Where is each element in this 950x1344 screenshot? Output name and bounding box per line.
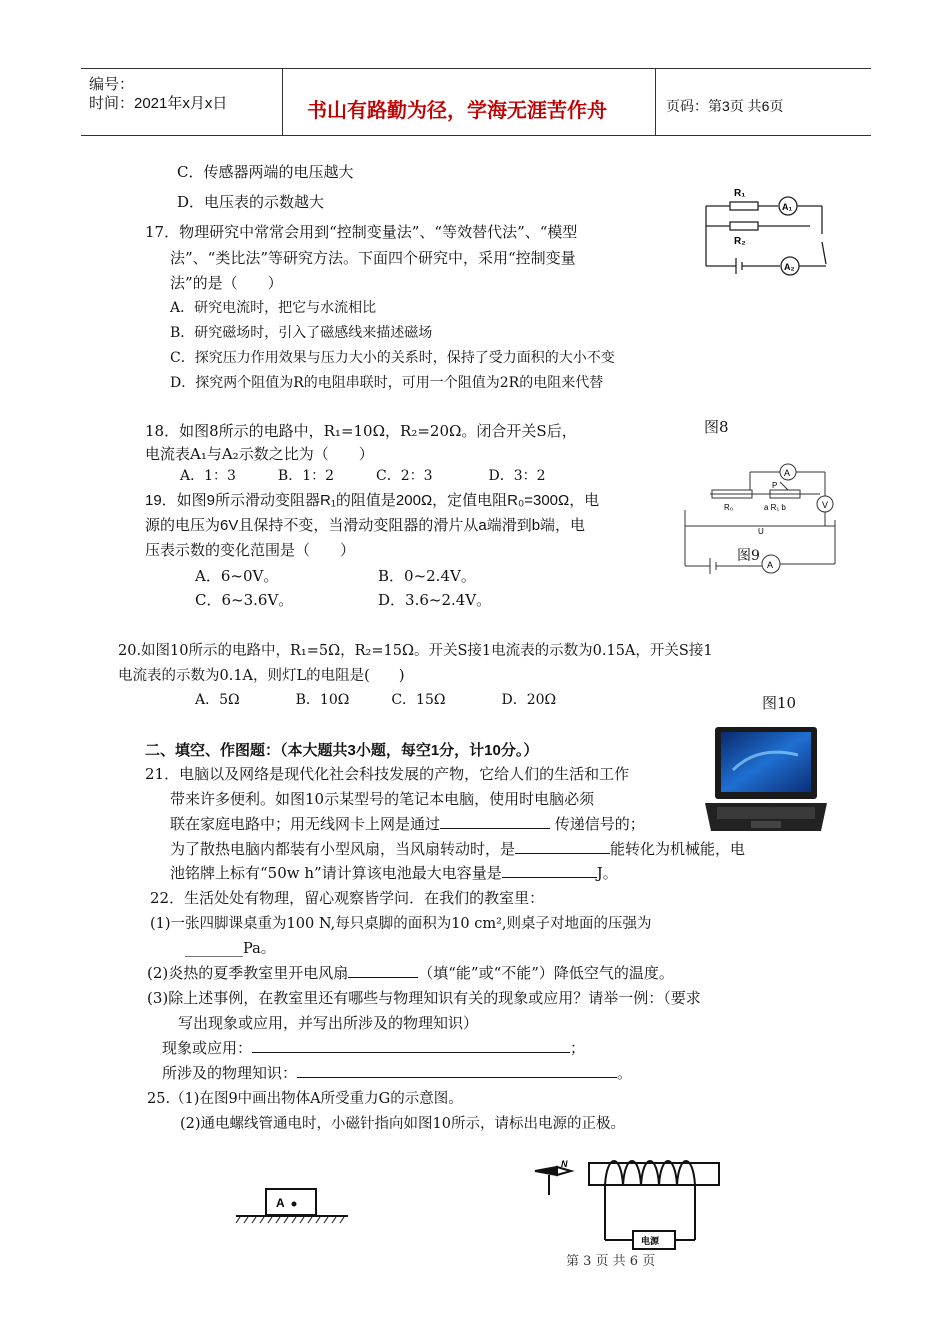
- q22-text: （填“能”或“不能”）降低空气的温度。: [418, 964, 674, 982]
- q21-text: 传递信号的；: [554, 815, 645, 833]
- q22-phenomenon-blank[interactable]: [252, 1038, 570, 1053]
- solenoid-figure: [525, 1155, 730, 1260]
- q22-part-1-blank[interactable]: ________Pa。: [185, 941, 276, 957]
- q17-stem: 法”的是（ ）: [170, 274, 283, 292]
- q17-option-c: C．探究压力作用效果与压力大小的关系时，保持了受力面积的大小不变: [170, 350, 615, 366]
- q21-text: 联在家庭电路中；用无线网卡上网是通过: [170, 815, 441, 833]
- q25-part-2: (2)通电螺线管通电时，小磁针指向如图10所示，请标出电源的正极。: [180, 1116, 625, 1132]
- q19-option-c: C．6~3.6V。: [195, 591, 294, 609]
- q22-answer-blank[interactable]: [348, 963, 418, 978]
- q21-stem: [170, 862, 618, 883]
- q22-part-3: (3)除上述事例，在教室里还有哪些与物理知识有关的现象或应用？请举一例：（要求: [147, 989, 701, 1007]
- fig8-r2-label: R₂: [734, 236, 746, 247]
- q21-answer-blank-2[interactable]: [515, 839, 610, 854]
- q21-stem: [170, 813, 645, 834]
- q19-stem: 19．如图9所示滑动变阻器R₁的阻值是200Ω，定值电阻R₀=300Ω，电: [145, 492, 600, 509]
- q22-knowledge-line: [162, 1062, 632, 1083]
- fig9-a-label: A: [784, 468, 791, 478]
- q17-stem: 法”、“类比法”等研究方法。下面四个研究中，采用“控制变量: [170, 249, 576, 267]
- fig9-ammeter-label: A: [767, 560, 774, 570]
- q22-part-2: [147, 962, 674, 983]
- fig9-p-label: P: [772, 481, 778, 490]
- block-a-label: A: [276, 1196, 285, 1210]
- header-divider: [282, 69, 283, 135]
- q17-stem: 17．物理研究中常常会用到“控制变量法”、“等效替代法”、“模型: [145, 223, 578, 241]
- date-line: 时间：2021年x月x日: [89, 95, 228, 112]
- needle-n-label: N: [561, 1159, 568, 1169]
- q22-knowledge-label: 所涉及的物理知识：: [162, 1064, 298, 1082]
- fig10-caption: 图10: [762, 694, 797, 712]
- q22-knowledge-blank[interactable]: [297, 1063, 617, 1078]
- q21-stem: [170, 838, 745, 859]
- q22-phenomenon-line: [162, 1037, 585, 1058]
- fig9-r0-label: R₀: [724, 503, 734, 512]
- q22-part-3: 写出现象或应用，并写出所涉及的物理知识）: [178, 1014, 479, 1032]
- q18-options: A．1：3 B．1：2 C．2：3 D．3：2: [180, 468, 546, 484]
- q21-text: 为了散热电脑内都装有小型风扇，当风扇转动时，是: [170, 840, 516, 858]
- fig8-a2-label: A₂: [784, 262, 795, 272]
- header-divider: [655, 69, 656, 135]
- q19-option-b: B．0~2.4V。: [378, 567, 476, 585]
- q25-part-1: 25.（1)在图9中画出物体A所受重力G的示意图。: [147, 1091, 463, 1107]
- laptop-image: [703, 725, 828, 835]
- figure-9-circuit: [680, 460, 846, 580]
- fig9-r1-label: a R₁ b: [764, 503, 786, 512]
- section-2-title: 二、填空、作图题：（本大题共3小题，每空1分，计10分。）: [145, 742, 539, 759]
- q19-stem: 源的电压为6V且保持不变，当滑动变阻器的滑片从a端滑到b端，电: [145, 517, 586, 534]
- figure-8-circuit: [700, 184, 828, 276]
- q22-punct: 。: [617, 1064, 633, 1082]
- q21-text: 池铭牌上标有“50w h”请计算该电池最大电容量是: [170, 864, 502, 882]
- q17-option-d: D．探究两个阻值为R的电阻串联时，可用一个阻值为2R的电阻来代替: [170, 375, 604, 391]
- q21-stem: 带来许多便利。如图10示某型号的笔记本电脑，使用时电脑必须: [170, 790, 595, 808]
- q21-text: J。: [596, 864, 618, 882]
- power-source-label: 电源: [641, 1236, 660, 1246]
- q22-stem: 22．生活处处有物理，留心观察皆学问．在我们的教室里：: [150, 889, 545, 907]
- q18-stem: 18．如图8所示的电路中，R₁=10Ω，R₂=20Ω。闭合开关S后，: [145, 422, 577, 440]
- q19-option-a: A．6~0V。: [195, 567, 279, 585]
- fig9-caption: 图9: [737, 548, 760, 564]
- q22-text: (2)炎热的夏季教室里开电风扇: [147, 964, 349, 982]
- serial-label: 编号：: [89, 76, 135, 93]
- q20-stem: 20.如图10所示的电路中，R₁=5Ω，R₂=15Ω。开关S接1电流表的示数为0.15A，开关S接1: [118, 643, 713, 659]
- q16-option-d: D．电压表的示数越大: [177, 193, 325, 211]
- q17-option-a: A．研究电流时，把它与水流相比: [170, 300, 377, 316]
- fig8-a1-label: A₁: [782, 202, 793, 212]
- page-footer: 第 3 页 共 6 页: [566, 1254, 656, 1269]
- q21-stem: 21．电脑以及网络是现代化社会科技发展的产物，它给人们的生活和工作: [145, 765, 630, 783]
- fig8-r1-label: R₁: [734, 188, 746, 199]
- q18-stem: 电流表A₁与A₂示数之比为（ ）: [145, 445, 374, 463]
- fig8-caption: 图8: [704, 418, 729, 436]
- page-info: 页码：第3页 共6页: [666, 98, 784, 114]
- q19-stem: 压表示数的变化范围是（ ）: [145, 542, 356, 559]
- q22-part-1: (1)一张四脚课桌重为100 N,每只桌脚的面积为10 cm²,则桌子对地面的压强为: [150, 916, 652, 932]
- fig9-v-label: V: [822, 500, 829, 510]
- q21-text: 能转化为机械能，电: [610, 840, 746, 858]
- block-on-ground-figure: [234, 1185, 350, 1225]
- q21-answer-blank-3[interactable]: [502, 863, 597, 878]
- page-header: [81, 68, 871, 136]
- q16-option-c: C．传感器两端的电压越大: [177, 163, 354, 181]
- q21-answer-blank-1[interactable]: [440, 814, 550, 829]
- fig9-u-label: U: [758, 527, 764, 536]
- q20-stem: 电流表的示数为0.1A，则灯L的电阻是( ): [118, 668, 405, 684]
- q20-options: A．5Ω B．10Ω C．15Ω D．20Ω: [195, 692, 557, 708]
- q22-punct: ；: [570, 1039, 586, 1057]
- q22-phenomenon-label: 现象或应用：: [162, 1039, 253, 1057]
- q19-option-d: D．3.6~2.4V。: [378, 591, 492, 609]
- motto: 书山有路勤为径，学海无涯苦作舟: [307, 98, 607, 122]
- q17-option-b: B．研究磁场时，引入了磁感线来描述磁场: [170, 325, 433, 341]
